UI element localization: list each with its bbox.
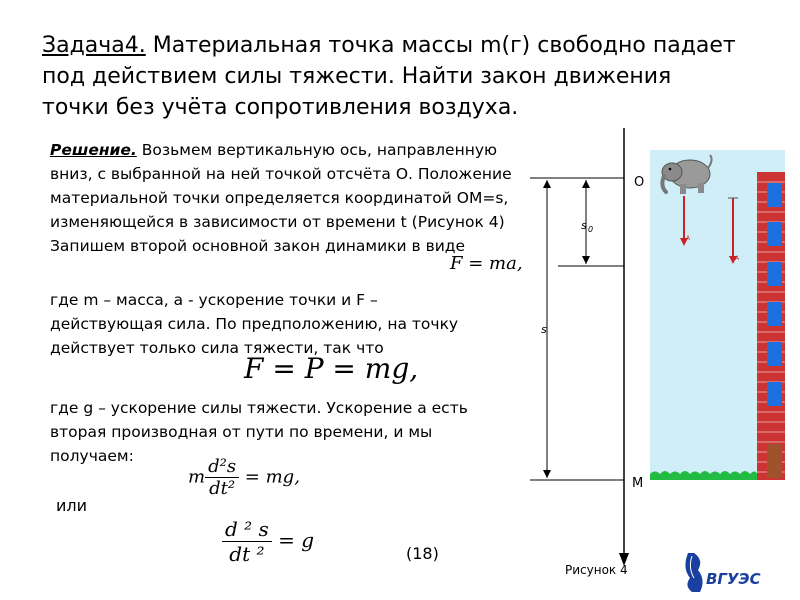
label-s0: s: [581, 219, 587, 232]
paragraph-acceleration: где g – ускорение силы тяжести. Ускорение a есть вторая производная от пути по времени, и мы получаем:: [50, 399, 468, 465]
formula-f-ma: F = ma,: [450, 253, 523, 274]
university-logo: [685, 553, 760, 592]
fraction-num-2: d ² s: [222, 517, 272, 542]
solution-label: Решение.: [50, 141, 137, 159]
logo-text: ВГУЭС: [706, 570, 761, 588]
paragraph-mass: где m – масса, a - ускорение точки и F – действующая сила. По предположению, на точку действует только сила тяжести, так что: [50, 291, 459, 357]
formula-rhs-g: = g: [278, 528, 315, 552]
vertical-axis: [619, 128, 629, 566]
solution-text: Возьмем вертикальную ось, направленную вниз, с выбранной на ней точкой отсчёта О. Положение материальной точки определяется координатой ОМ=s, изменяющейся в зависимости от времени t (Рисунок 4) Запишем второй основной закон динамики в виде: [50, 141, 512, 255]
label-m: M: [632, 476, 644, 491]
svg-text:A: A: [686, 235, 691, 242]
logo-emblem-icon: [685, 553, 702, 592]
task-title-lead: Задача4.: [42, 33, 146, 58]
formula-rhs: = mg,: [244, 466, 300, 488]
window: [767, 262, 782, 286]
label-s: s: [541, 323, 547, 336]
equation-number: (18): [406, 544, 439, 563]
figure-caption: Рисунок 4: [565, 563, 628, 577]
label-s0-subscript: 0: [588, 225, 594, 234]
task-title-text: Материальная точка массы m(г) свободно падает под действием силы тяжести. Найти закон движения точки без учёта сопротивления воздуха.: [42, 33, 736, 120]
brick-building: [757, 172, 785, 480]
formula-m: m: [188, 466, 206, 488]
window: [767, 183, 782, 207]
window: [767, 382, 782, 406]
window: [767, 222, 782, 246]
svg-text:A: A: [735, 255, 740, 262]
window: [767, 342, 782, 366]
label-o: O: [634, 175, 645, 190]
or-word: или: [56, 496, 88, 515]
window: [767, 302, 782, 326]
door: [767, 444, 782, 478]
fraction-den: dt²: [209, 478, 236, 499]
fraction-den-2: dt ²: [229, 542, 265, 566]
fraction-num: d²s: [205, 456, 239, 478]
formula-f-p-mg: F = P = mg,: [244, 352, 419, 385]
